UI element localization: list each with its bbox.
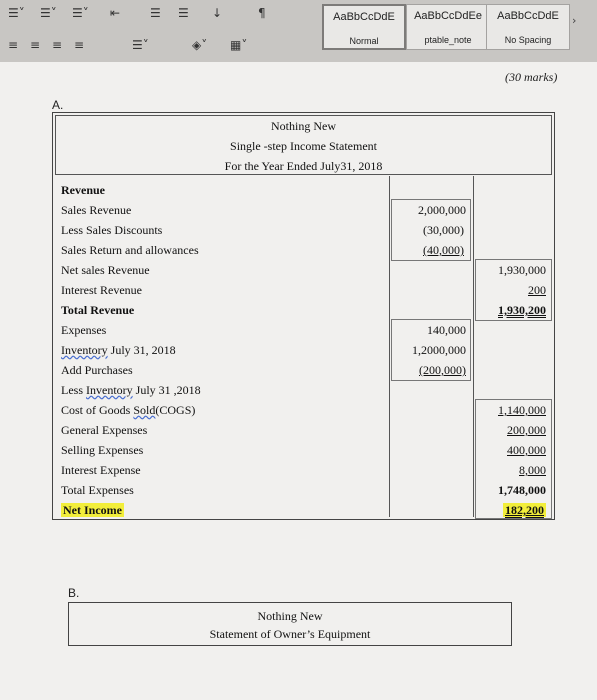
net-income-label: Net Income [63,503,122,517]
statement-period: For the Year Ended July31, 2018 [224,159,383,173]
net-income-amount: 182,200 [505,503,544,517]
row-label-pre: Less [61,383,86,397]
row-label-rest: July 31 ,2018 [132,383,201,397]
income-statement-table[interactable] [52,112,555,520]
statement-title: Statement of Owner’s Equipment [209,627,371,641]
style-no-spacing[interactable] [486,4,570,50]
row-label: Revenue [61,183,105,197]
mid-value: 1,2000,000 [412,343,466,357]
decrease-indent-icon[interactable]: ⇤ [110,6,121,20]
row-label: Sales Return and allowances [61,243,199,257]
right-value: 1,930,200 [498,303,546,317]
right-value: 200,000 [507,423,546,437]
document-page[interactable] [0,62,597,700]
row-label: Expenses [61,323,107,337]
statement-title: Single -step Income Statement [230,139,377,153]
increase-indent-button[interactable]: ☰ [178,6,189,20]
numbering-icon[interactable]: ☰˅ [40,6,57,20]
borders-icon[interactable]: ▦˅ [230,38,248,52]
right-value: 1,930,000 [498,263,546,277]
row-label: Interest Expense [61,463,141,477]
row-label [61,343,176,358]
mid-value: (30,000) [423,223,464,237]
line-spacing-icon[interactable]: ☰˅ [132,38,149,52]
row-label: Selling Expenses [61,443,144,457]
style-ptable-note[interactable] [406,4,490,50]
row-label: Total Expenses [61,483,134,497]
row-label-rest: July 31, 2018 [107,343,176,357]
decrease-indent-button[interactable]: ☰ [150,6,161,20]
right-value: 1,748,000 [498,483,546,497]
right-value: 200 [528,283,546,297]
row-label: Interest Revenue [61,283,142,297]
style-sample: AaBbCcDdE [333,11,395,23]
pilcrow-icon[interactable]: ¶ [258,6,266,20]
part-a-label: A. [52,98,64,112]
row-label [61,503,124,518]
align-right-icon[interactable]: ≡ [52,38,63,52]
styles-more-chevron-icon[interactable]: › [572,14,577,27]
style-name: No Spacing [504,35,552,45]
net-income-value [503,503,546,518]
right-value: 400,000 [507,443,546,457]
style-name: Normal [349,36,379,46]
column-divider [473,176,474,517]
mid-value: (40,000) [423,243,464,257]
mid-value: (200,000) [419,363,466,377]
company-name: Nothing New [271,119,336,133]
mid-value: 140,000 [427,323,466,337]
bullets-icon[interactable]: ☰˅ [8,6,25,20]
owners-statement-table[interactable] [68,602,512,646]
marks-label: (30 marks) [505,70,558,84]
shading-icon[interactable]: ◈˅ [192,38,208,52]
row-label: Less Sales Discounts [61,223,163,237]
inventory-word: Inventory [86,383,133,397]
row-label: General Expenses [61,423,148,437]
align-left-icon[interactable]: ≡ [8,38,19,52]
justify-icon[interactable]: ≡ [74,38,85,52]
style-name: ptable_note [424,35,472,45]
right-value: 1,140,000 [498,403,546,417]
row-label [61,403,195,418]
inventory-word: Inventory [61,343,108,357]
style-sample: AaBbCcDdEe [414,10,482,22]
company-name: Nothing New [257,609,323,623]
sort-icon[interactable]: ↓ [212,6,223,20]
row-label [61,383,201,398]
part-b-label: B. [68,586,80,600]
ribbon-toolbar [0,0,597,63]
row-label: Sales Revenue [61,203,132,217]
style-normal[interactable] [322,4,406,50]
row-label-rest: (COGS) [155,403,196,417]
multilevel-list-icon[interactable]: ☰˅ [72,6,89,20]
mid-value: 2,000,000 [418,203,466,217]
style-sample: AaBbCcDdE [497,10,559,22]
row-label: Total Revenue [61,303,135,317]
row-label: Net sales Revenue [61,263,150,277]
right-value: 8,000 [519,463,546,477]
row-label-pre: Cost of Goods [61,403,134,417]
row-label: Add Purchases [61,363,133,377]
statement-header [55,115,552,175]
align-center-icon[interactable]: ≡ [30,38,41,52]
sold-word: Sold [133,403,156,417]
column-divider [389,176,390,517]
